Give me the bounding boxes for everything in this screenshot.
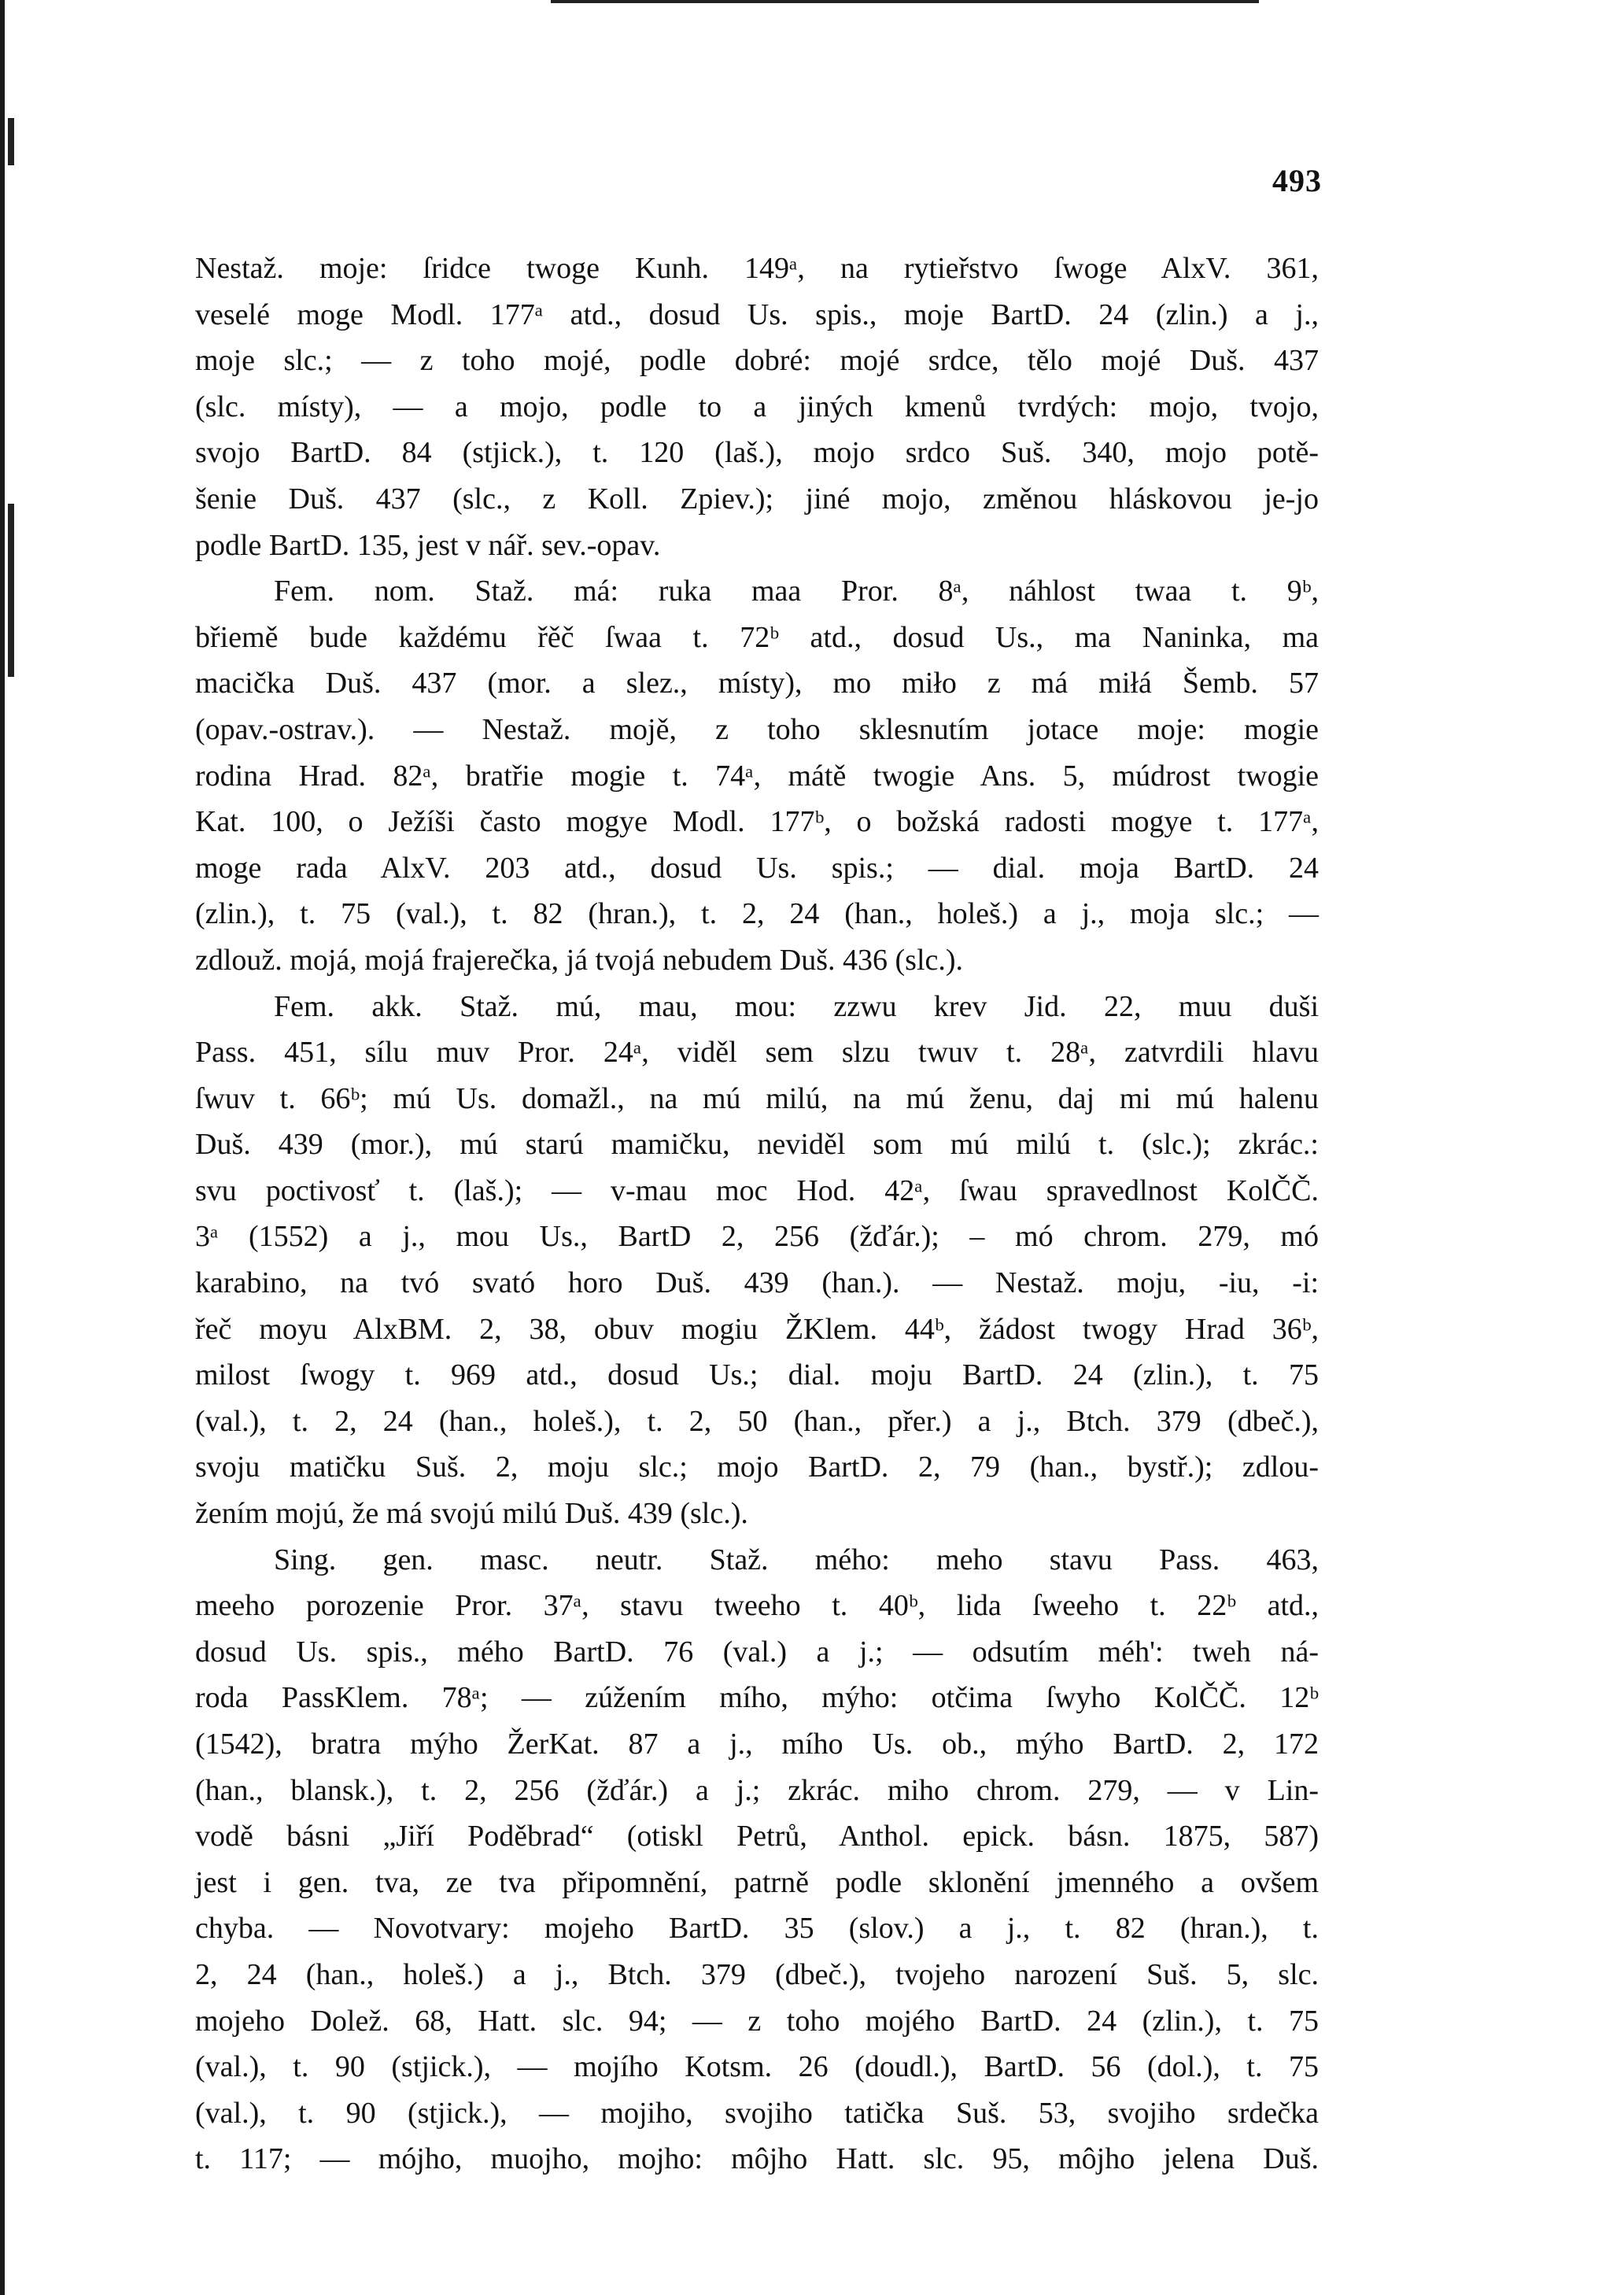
text-line: svoju matičku Suš. 2, moju slc.; mojo BartD. 2, 79 (han., bystř.); zdlou- (195, 1451, 1319, 1484)
text-line: macička Duš. 437 (mor. a slez., místy), mo miło z má miłá Šemb. 57 (195, 667, 1319, 700)
binding-mark-upper (8, 118, 14, 165)
text-line: veselé moge Modl. 177ᵃ atd., dosud Us. spis., moje BartD. 24 (zlin.) a j., (195, 298, 1319, 331)
text-line: meeho porozenie Pror. 37ᵃ, stavu tweeho t. 40ᵇ, lida ſweeho t. 22ᵇ atd., (195, 1589, 1319, 1623)
top-rule (551, 0, 1259, 9)
text-line: vodě básni „Jiří Poděbrad“ (otiskl Petrů, Anthol. epick. básn. 1875, 587) (195, 1820, 1319, 1853)
text-line: (1542), bratra mýho ŽerKat. 87 a j., mího Us. ob., mýho BartD. 2, 172 (195, 1728, 1319, 1761)
text-line: moje slc.; — z toho mojé, podle dobré: mojé srdce, tělo mojé Duš. 437 (195, 344, 1319, 378)
text-line: řeč moyu AlxBM. 2, 38, obuv mogiu ŽKlem. 44ᵇ, žádost twogy Hrad 36ᵇ, (195, 1312, 1319, 1346)
text-line: t. 117; — mójho, muojho, mojho: môjho Hatt. slc. 95, môjho jelena Duš. (195, 2142, 1319, 2176)
text-line: Kat. 100, o Ježíši často mogye Modl. 177ᵇ, o božská radosti mogye t. 177ᵃ, (195, 805, 1319, 839)
body-text (195, 246, 1319, 2182)
text-line: břiemě bude každému řěč ſwaa t. 72ᵇ atd., dosud Us., ma Naninka, ma (195, 620, 1319, 654)
text-line: zdlouž. mojá, mojá frajerečka, já tvojá nebudem Duš. 436 (slc.). (195, 943, 964, 977)
binding-mark-lower (8, 504, 14, 677)
text-line: milost ſwogy t. 969 atd., dosud Us.; dial. moju BartD. 24 (zlin.), t. 75 (195, 1358, 1319, 1392)
text-line: Fem. nom. Staž. má: ruka maa Pror. 8ᵃ, náhlost twaa t. 9ᵇ, (274, 575, 1319, 608)
text-line: (val.), t. 2, 24 (han., holeš.), t. 2, 50 (han., přer.) a j., Btch. 379 (dbeč.), (195, 1404, 1319, 1438)
text-line: (zlin.), t. 75 (val.), t. 82 (hran.), t. 2, 24 (han., holeš.) a j., moja slc.; — (195, 897, 1319, 931)
text-line: rodina Hrad. 82ᵃ, bratřie mogie t. 74ᵃ, mátě twogie Ans. 5, múdrost twogie (195, 759, 1319, 793)
text-line: Nestaž. moje: ſridce twoge Kunh. 149ᵃ, na rytieřstvo ſwoge AlxV. 361, (195, 252, 1319, 285)
text-line: Pass. 451, sílu muv Pror. 24ᵃ, viděl sem slzu twuv t. 28ᵃ, zatvrdili hlavu (195, 1036, 1319, 1070)
text-line: moge rada AlxV. 203 atd., dosud Us. spis.; — dial. moja BartD. 24 (195, 851, 1319, 885)
text-line: žením mojú, že má svojú milú Duš. 439 (slc.). (195, 1497, 748, 1531)
text-line: (val.), t. 90 (stjick.), — mojího Kotsm. 26 (doudl.), BartD. 56 (dol.), t. 75 (195, 2050, 1319, 2084)
text-line: jest i gen. tva, ze tva připomnění, patrně podle sklonění jmenného a ovšem (195, 1865, 1319, 1899)
text-line: mojeho Dolež. 68, Hatt. slc. 94; — z toho mojého BartD. 24 (zlin.), t. 75 (195, 2004, 1319, 2038)
text-line: ſwuv t. 66ᵇ; mú Us. domažl., na mú milú, na mú ženu, daj mi mú halenu (195, 1081, 1319, 1115)
page-number: 493 (1272, 163, 1322, 198)
text-line: svu poctivosť t. (laš.); — v-mau moc Hod. 42ᵃ, ſwau spravedlnost KolČČ. (195, 1173, 1319, 1207)
text-line: Duš. 439 (mor.), mú starú mamičku, neviděl som mú milú t. (slc.); zkrác.: (195, 1128, 1319, 1162)
text-line: (slc. místy), — a mojo, podle to a jiných kmenů tvrdých: mojo, tvojo, (195, 390, 1319, 423)
text-line: karabino, na tvó svató horo Duš. 439 (han.). — Nestaž. moju, -iu, -i: (195, 1266, 1319, 1300)
text-line: (han., blansk.), t. 2, 256 (žďár.) a j.; zkrác. miho chrom. 279, — v Lin- (195, 1773, 1319, 1807)
text-line: šenie Duš. 437 (slc., z Koll. Zpiev.); jiné mojo, změnou hláskovou je-jo (195, 482, 1319, 516)
text-line: podle BartD. 135, jest v nář. sev.-opav. (195, 528, 661, 562)
text-line: 2, 24 (han., holeš.) a j., Btch. 379 (dbeč.), tvojeho narození Suš. 5, slc. (195, 1957, 1319, 1991)
text-line: (val.), t. 90 (stjick.), — mojiho, svojiho tatička Suš. 53, svojiho srdečka (195, 2096, 1319, 2130)
binding-edge (0, 0, 17, 2295)
text-line: dosud Us. spis., mého BartD. 76 (val.) a j.; — odsutím méh': tweh ná- (195, 1635, 1319, 1669)
text-line: roda PassKlem. 78ᵃ; — zúžením mího, mýho: otčima ſwyho KolČČ. 12ᵇ (195, 1681, 1319, 1715)
text-line: Fem. akk. Staž. mú, mau, mou: zzwu krev Jid. 22, muu duši (274, 989, 1319, 1023)
text-line: chyba. — Novotvary: mojeho BartD. 35 (slov.) a j., t. 82 (hran.), t. (195, 1912, 1319, 1946)
text-line: svojo BartD. 84 (stjick.), t. 120 (laš.), mojo srdco Suš. 340, mojo potě- (195, 436, 1319, 470)
text-line: (opav.-ostrav.). — Nestaž. mojě, z toho sklesnutím jotace moje: mogie (195, 712, 1319, 746)
text-line: Sing. gen. masc. neutr. Staž. mého: meho stavu Pass. 463, (274, 1543, 1319, 1576)
text-line: 3ᵃ (1552) a j., mou Us., BartD 2, 256 (žďár.); – mó chrom. 279, mó (195, 1220, 1319, 1254)
